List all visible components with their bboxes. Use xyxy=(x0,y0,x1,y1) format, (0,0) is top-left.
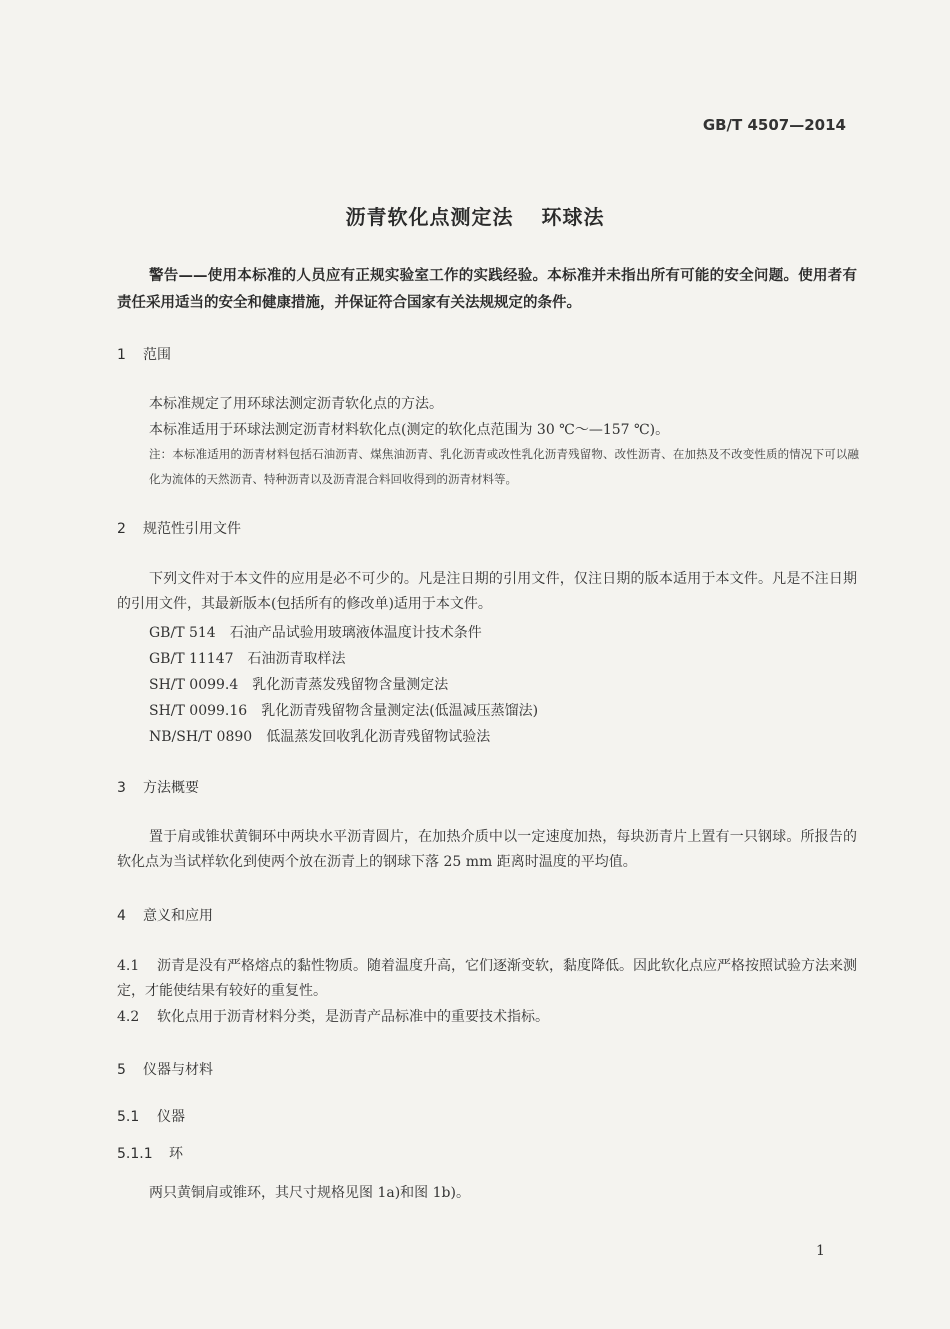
section-1-heading xyxy=(117,344,171,364)
warning-paragraph: 警告——使用本标准的人员应有正规实验室工作的实践经验。本标准并未指出所有可能的安全问题。使用者有责任采用适当的安全和健康措施，并保证符合国家有关法规规定的条件。 xyxy=(117,268,857,311)
clause-number: 4.2 xyxy=(117,1009,140,1025)
reference-item xyxy=(149,674,448,694)
reference-item xyxy=(149,726,490,746)
clause-number: 4.1 xyxy=(117,958,140,974)
clause-text: 沥青是没有严格熔点的黏性物质。随着温度升高，它们逐渐变软，黏度降低。因此软化点应严格按照试验方法来测定，才能使结果有较好的重复性。 xyxy=(117,958,857,999)
reference-code: SH/T 0099.4 xyxy=(149,677,239,693)
page-title xyxy=(0,201,950,230)
subsection-5-1-1-heading xyxy=(117,1143,183,1163)
reference-code: GB/T 11147 xyxy=(149,651,234,667)
section-1-note: 注：本标准适用的沥青材料包括石油沥青、煤焦油沥青、乳化沥青或改性乳化沥青残留物、改性沥青、在加热及不改变性质的情况下可以融化为流体的天然沥青、特种沥青以及沥青混合料回收得到的沥青材料等。 xyxy=(149,447,859,486)
section-1-para-2: 本标准适用于环球法测定沥青材料软化点(测定的软化点范围为 30 ℃～—157 ℃)。 xyxy=(149,422,670,438)
reference-code: SH/T 0099.16 xyxy=(149,703,248,719)
section-number: 1 xyxy=(117,347,126,363)
reference-name: 乳化沥青残留物含量测定法(低温减压蒸馏法) xyxy=(261,703,539,719)
clause-4-2 xyxy=(117,1005,857,1030)
section-number: 5.1.1 xyxy=(117,1146,153,1162)
clause-4-1 xyxy=(117,954,857,1004)
section-number: 2 xyxy=(117,521,126,537)
section-title: 意义和应用 xyxy=(143,908,213,924)
title-sub: 环球法 xyxy=(541,205,605,229)
section-1-para-1: 本标准规定了用环球法测定沥青软化点的方法。 xyxy=(149,396,443,412)
reference-item xyxy=(149,622,482,642)
reference-name: 低温蒸发回收乳化沥青残留物试验法 xyxy=(266,729,491,745)
section-title: 方法概要 xyxy=(143,780,199,796)
reference-name: 石油沥青取样法 xyxy=(247,651,346,667)
reference-item xyxy=(149,700,538,720)
section-4-heading xyxy=(117,905,213,925)
reference-item xyxy=(149,648,346,668)
section-number: 5 xyxy=(117,1062,126,1078)
title-main: 沥青软化点测定法 xyxy=(345,205,514,229)
section-number: 5.1 xyxy=(117,1109,140,1125)
section-3-heading xyxy=(117,777,199,797)
reference-code: NB/SH/T 0890 xyxy=(149,729,253,745)
section-5-para-1: 两只黄铜肩或锥环，其尺寸规格见图 1a)和图 1b)。 xyxy=(149,1185,470,1201)
section-number: 3 xyxy=(117,780,126,796)
section-2-para-1: 下列文件对于本文件的应用是必不可少的。凡是注日期的引用文件，仅注日期的版本适用于本文件。凡是不注日期的引用文件，其最新版本(包括所有的修改单)适用于本文件。 xyxy=(117,571,857,612)
section-title: 范围 xyxy=(143,347,171,363)
section-title: 仪器 xyxy=(157,1109,185,1125)
section-title: 仪器与材料 xyxy=(143,1062,213,1078)
section-title: 规范性引用文件 xyxy=(143,521,241,537)
section-5-heading xyxy=(117,1059,213,1079)
standard-number: GB/T 4507—2014 xyxy=(702,116,846,134)
reference-name: 乳化沥青蒸发残留物含量测定法 xyxy=(252,677,449,693)
section-number: 4 xyxy=(117,908,126,924)
section-3-para-1: 置于肩或锥状黄铜环中两块水平沥青圆片，在加热介质中以一定速度加热，每块沥青片上置有一只钢球。所报告的软化点为当试样软化到使两个放在沥青上的钢球下落 25 mm 距离时温度的平均值。 xyxy=(117,829,857,870)
reference-name: 石油产品试验用玻璃液体温度计技术条件 xyxy=(229,625,482,641)
section-title: 环 xyxy=(169,1146,183,1162)
page-number: 1 xyxy=(816,1243,825,1259)
reference-code: GB/T 514 xyxy=(149,625,216,641)
clause-text: 软化点用于沥青材料分类，是沥青产品标准中的重要技术指标。 xyxy=(157,1009,549,1025)
section-2-heading xyxy=(117,518,241,538)
subsection-5-1-heading xyxy=(117,1106,185,1126)
